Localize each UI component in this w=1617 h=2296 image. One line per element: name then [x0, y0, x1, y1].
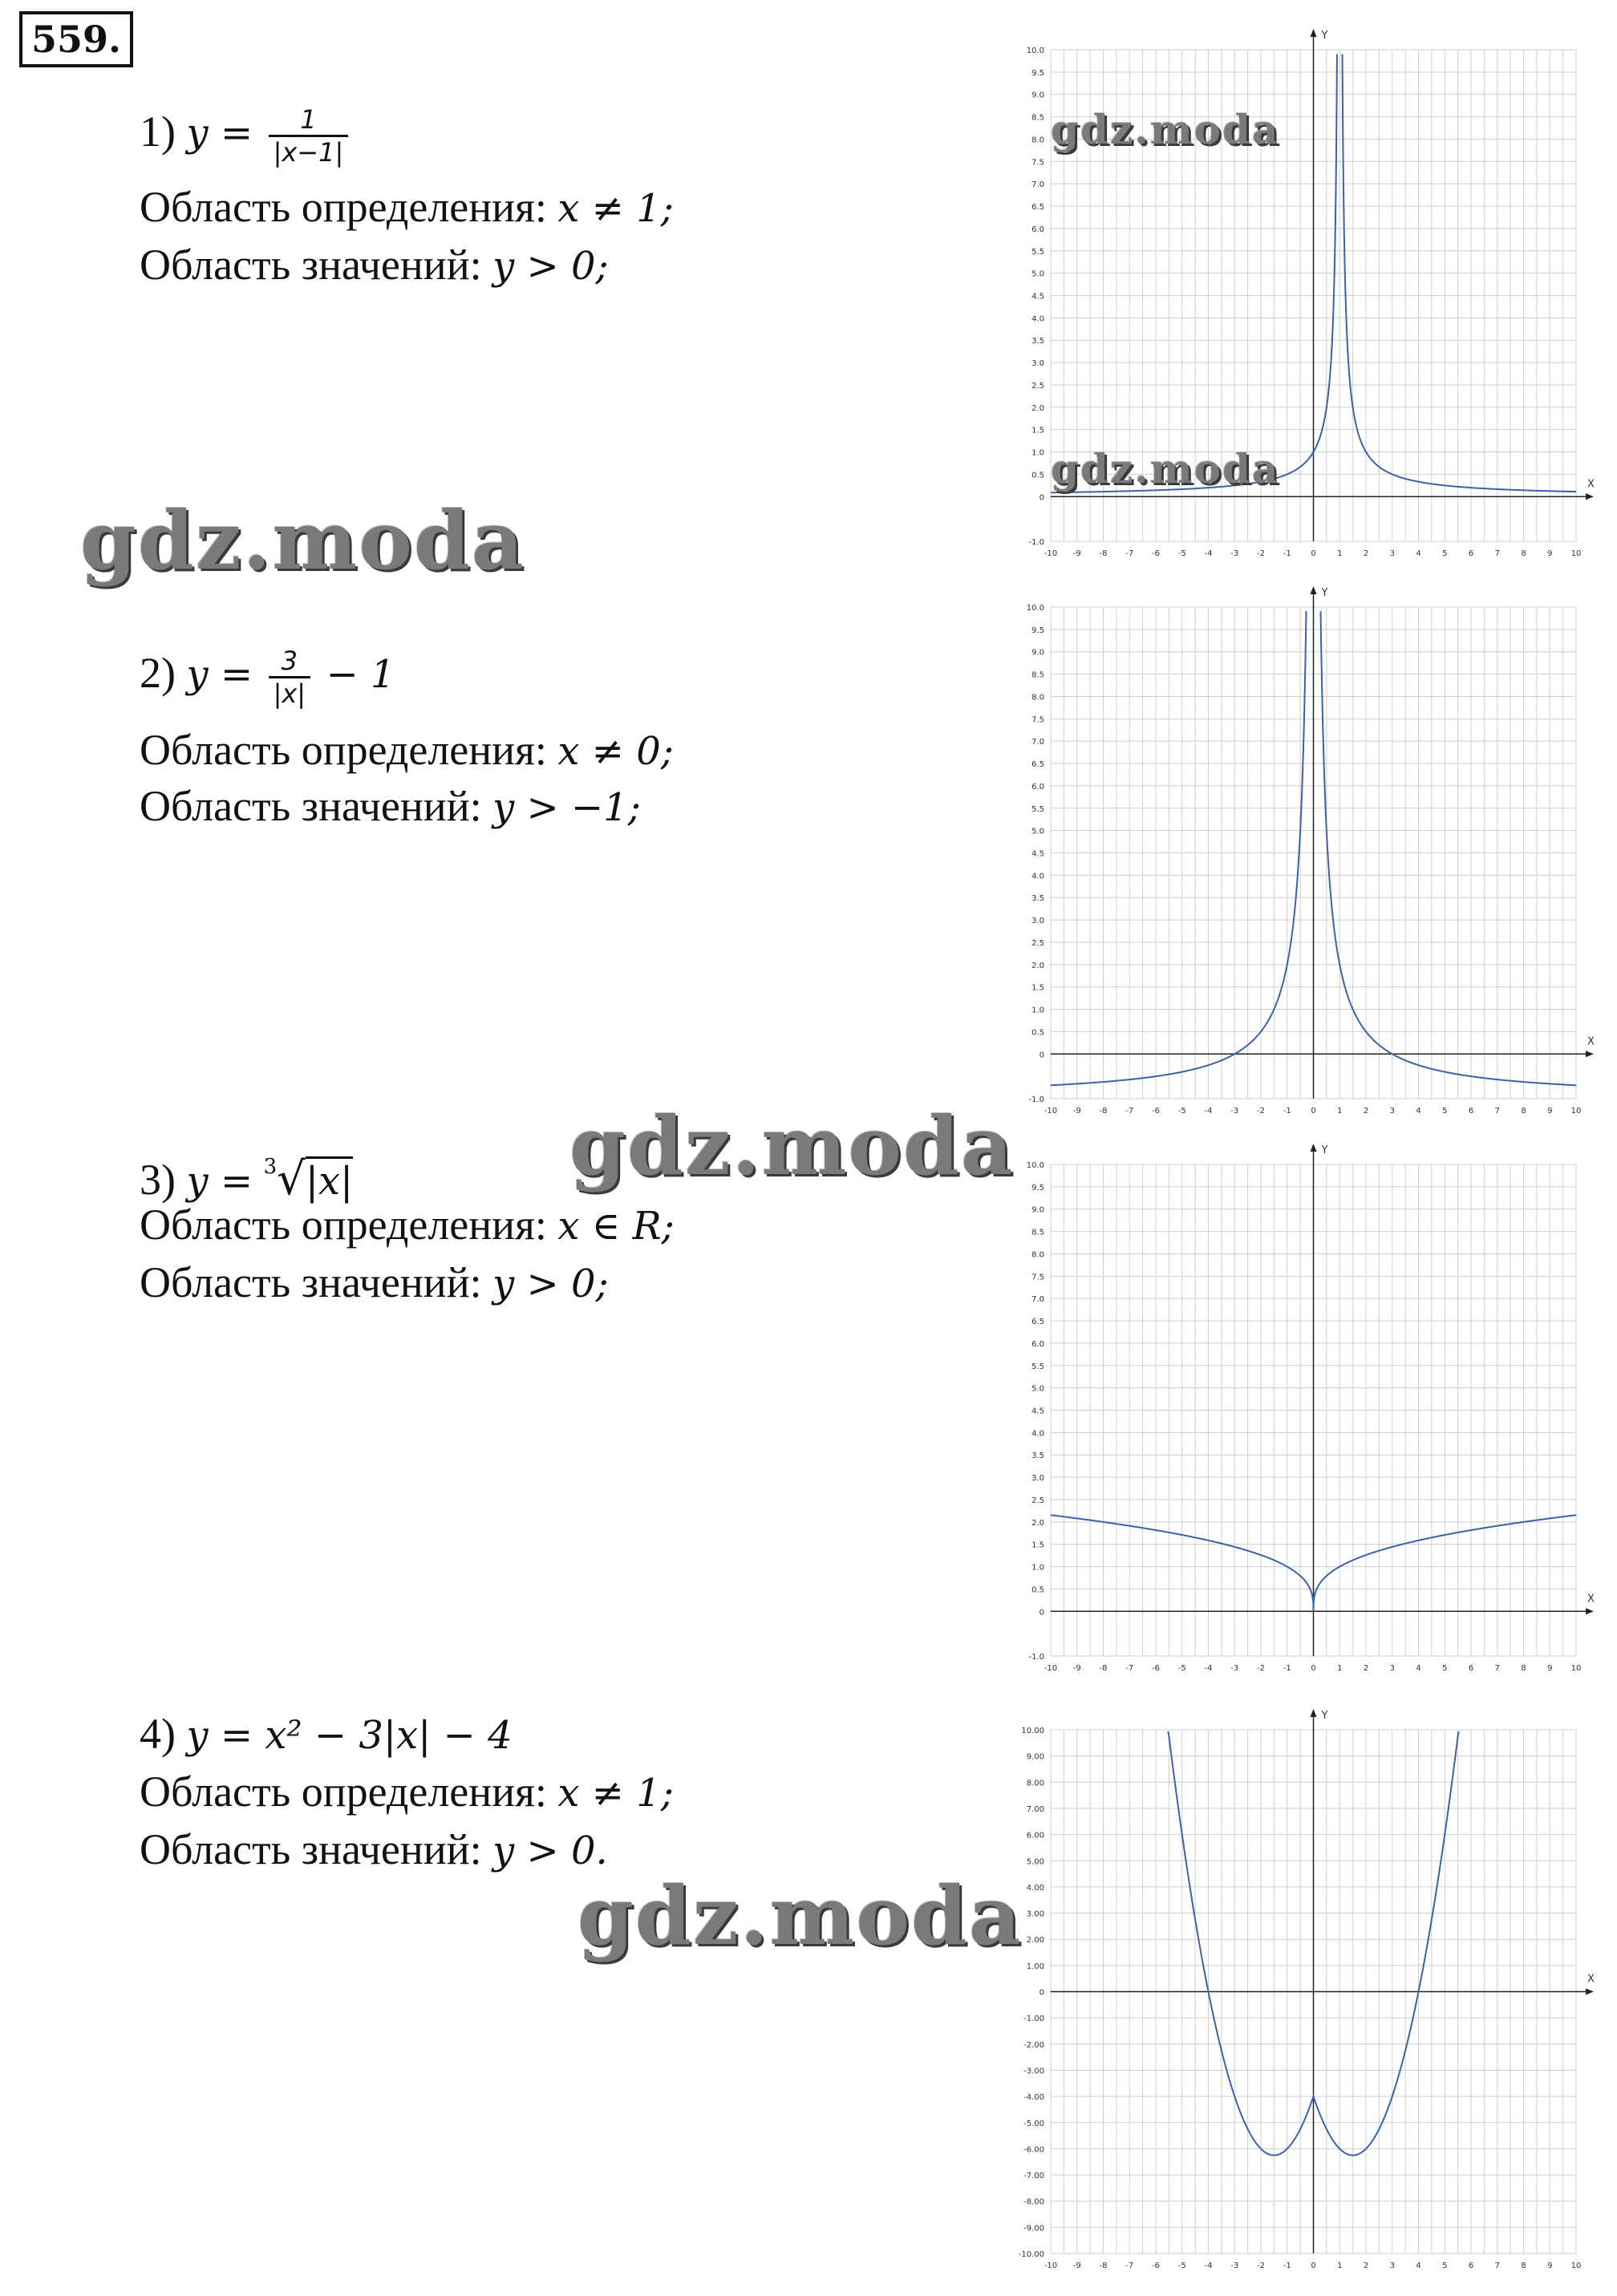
problem-number: 2) — [140, 648, 176, 697]
x-tick-label: 10 — [1570, 1107, 1582, 1116]
y-tick-label: 3.0 — [1031, 359, 1044, 369]
y-tick-label: 1.5 — [1031, 426, 1044, 435]
x-tick-label: -7 — [1125, 1664, 1134, 1673]
x-axis-arrow — [1586, 1989, 1594, 1995]
y-axis-arrow — [1311, 1144, 1317, 1152]
x-tick-label: 10 — [1570, 2262, 1582, 2270]
x-tick-label: 5 — [1442, 549, 1448, 558]
domain-value: x ≠ 0; — [557, 729, 674, 774]
watermark: gdz.moda — [1051, 106, 1280, 153]
y-tick-label: 9.0 — [1031, 91, 1044, 100]
watermark: gdz.moda — [80, 493, 525, 588]
x-axis-label: X — [1587, 478, 1595, 491]
x-tick-label: -1 — [1283, 1664, 1291, 1673]
y-tick-label: 8.0 — [1031, 693, 1044, 703]
y-tick-label: 8.5 — [1031, 670, 1044, 680]
x-tick-label: 8 — [1521, 2262, 1526, 2270]
x-tick-label: -8 — [1099, 1664, 1108, 1673]
x-tick-label: -5 — [1177, 1107, 1186, 1116]
x-tick-label: -1 — [1283, 2262, 1291, 2270]
x-tick-label: 4 — [1416, 549, 1421, 558]
y-tick-label: 8.5 — [1031, 113, 1044, 123]
x-axis-label: X — [1587, 1973, 1595, 1986]
y-tick-label: -1.0 — [1028, 538, 1044, 547]
y-tick-label: 1.0 — [1031, 448, 1044, 458]
y-tick-label: 2.0 — [1031, 961, 1044, 970]
equation-lhs: y = — [186, 651, 253, 697]
y-tick-label: 7.00 — [1026, 1804, 1044, 1814]
x-tick-label: -4 — [1204, 1107, 1213, 1116]
y-tick-label: 9.5 — [1031, 626, 1044, 635]
y-tick-label: 0.5 — [1031, 1028, 1044, 1038]
y-tick-label: -1.0 — [1028, 1095, 1044, 1104]
y-tick-label: -7.00 — [1023, 2172, 1044, 2181]
y-tick-label: -4.00 — [1023, 2093, 1044, 2103]
x-tick-label: 0 — [1311, 1107, 1316, 1116]
y-tick-label: 3.5 — [1031, 894, 1044, 904]
y-tick-label: 2.0 — [1031, 403, 1044, 413]
x-axis-label: X — [1587, 1593, 1595, 1606]
x-tick-label: -8 — [1099, 549, 1108, 558]
x-tick-label: 7 — [1494, 549, 1500, 558]
range-line — [140, 1825, 608, 1875]
problem-number: 1) — [140, 107, 176, 156]
y-tick-label: -10.00 — [1018, 2250, 1044, 2259]
x-tick-label: -3 — [1230, 1107, 1239, 1116]
x-tick-label: -10 — [1044, 1664, 1058, 1673]
x-tick-label: 10 — [1570, 549, 1582, 558]
fraction-numerator: 3 — [269, 646, 311, 678]
x-tick-label: 5 — [1442, 1664, 1448, 1673]
x-tick-label: -2 — [1257, 2262, 1265, 2270]
y-tick-label: 9.0 — [1031, 648, 1044, 658]
range-line — [140, 1258, 609, 1308]
x-axis-arrow — [1586, 493, 1594, 500]
x-tick-label: 1 — [1337, 1664, 1343, 1673]
x-tick-label: -6 — [1152, 2262, 1160, 2270]
y-axis-label: Y — [1321, 30, 1328, 42]
x-tick-label: 1 — [1337, 549, 1343, 558]
y-tick-label: 4.0 — [1031, 872, 1044, 881]
y-tick-label: 6.5 — [1031, 760, 1044, 770]
cube-root: $^3$√|x| — [263, 1153, 354, 1205]
fraction — [269, 104, 349, 168]
domain-label: Область определения: — [140, 726, 547, 774]
y-tick-label: 8.0 — [1031, 1250, 1044, 1260]
y-tick-label: 1.0 — [1031, 1563, 1044, 1573]
y-tick-label: -1.0 — [1028, 1653, 1044, 1662]
x-tick-label: 2 — [1363, 549, 1369, 558]
x-tick-label: 9 — [1547, 1107, 1553, 1116]
x-axis-label: X — [1587, 1035, 1595, 1048]
y-tick-label: 3.0 — [1031, 1474, 1044, 1484]
y-tick-label: 4.0 — [1031, 1429, 1044, 1439]
x-tick-label: -10 — [1044, 549, 1058, 558]
equation-line — [140, 1143, 353, 1205]
equation-tail: − 1 — [326, 651, 395, 697]
y-tick-label: 0.5 — [1031, 471, 1044, 480]
y-tick-label: 9.00 — [1026, 1752, 1044, 1762]
x-tick-label: -5 — [1177, 1664, 1186, 1673]
y-tick-label: 3.5 — [1031, 337, 1044, 346]
y-tick-label: 10.00 — [1021, 1727, 1044, 1735]
domain-value: x ∈ R; — [557, 1204, 675, 1249]
domain-value: x ≠ 1; — [557, 1771, 674, 1816]
y-tick-label: 4.00 — [1026, 1883, 1044, 1893]
y-tick-label: 1.5 — [1031, 1541, 1044, 1550]
problem-number: 3) — [140, 1156, 176, 1204]
watermark: gdz.moda — [569, 1099, 1015, 1193]
x-tick-label: -7 — [1125, 549, 1134, 558]
y-tick-label: 4.0 — [1031, 314, 1044, 324]
x-tick-label: -4 — [1204, 1664, 1213, 1673]
x-tick-label: -2 — [1257, 1664, 1265, 1673]
y-tick-label: 7.0 — [1031, 180, 1044, 190]
range-value: y > 0; — [492, 1261, 609, 1306]
range-line — [140, 782, 641, 832]
y-tick-label: 10.0 — [1026, 47, 1044, 55]
x-tick-label: -8 — [1099, 2262, 1108, 2270]
x-tick-label: 0 — [1311, 2262, 1316, 2270]
y-tick-label: -2.00 — [1023, 2040, 1044, 2050]
graph-4 — [1007, 1704, 1600, 2290]
y-tick-label: 4.5 — [1031, 292, 1044, 302]
y-axis-arrow — [1311, 586, 1317, 594]
range-value: y > −1; — [492, 785, 641, 830]
x-tick-label: 8 — [1521, 549, 1526, 558]
x-tick-label: 9 — [1547, 1664, 1553, 1673]
y-tick-label: 2.00 — [1026, 1936, 1044, 1946]
x-tick-label: -9 — [1072, 2262, 1081, 2270]
equation-line — [140, 104, 353, 168]
graph-3 — [1007, 1139, 1600, 1692]
y-tick-label: 2.0 — [1031, 1518, 1044, 1528]
fraction — [269, 646, 311, 709]
y-tick-label: 0 — [1039, 493, 1044, 503]
x-tick-label: 9 — [1547, 2262, 1553, 2270]
range-label: Область значений: — [140, 241, 482, 289]
y-tick-label: 1.00 — [1026, 1962, 1044, 1971]
fraction-denominator: |x−1| — [273, 137, 344, 168]
range-label: Область значений: — [140, 782, 482, 830]
y-tick-label: 7.5 — [1031, 158, 1044, 168]
watermark: gdz.moda — [1051, 445, 1280, 492]
y-tick-label: 3.5 — [1031, 1452, 1044, 1461]
x-tick-label: -6 — [1152, 1664, 1160, 1673]
y-tick-label: 1.5 — [1031, 983, 1044, 993]
y-axis-label: Y — [1321, 1710, 1328, 1722]
y-tick-label: 5.5 — [1031, 804, 1044, 814]
y-tick-label: 5.0 — [1031, 827, 1044, 836]
x-tick-label: -3 — [1230, 2262, 1239, 2270]
y-tick-label: 1.0 — [1031, 1006, 1044, 1015]
y-tick-label: 4.5 — [1031, 1407, 1044, 1416]
domain-line — [140, 183, 674, 233]
x-tick-label: 9 — [1547, 549, 1553, 558]
x-tick-label: 3 — [1389, 1664, 1395, 1673]
y-tick-label: 5.00 — [1026, 1857, 1044, 1867]
x-tick-label: 0 — [1311, 1664, 1316, 1673]
y-tick-label: 8.5 — [1031, 1228, 1044, 1237]
x-tick-label: -3 — [1230, 1664, 1239, 1673]
y-tick-label: 6.0 — [1031, 225, 1044, 234]
x-tick-label: 2 — [1363, 1107, 1369, 1116]
x-tick-label: 0 — [1311, 549, 1316, 558]
equation: y = x² − 3|x| − 4 — [186, 1713, 513, 1758]
x-tick-label: -9 — [1072, 549, 1081, 558]
y-tick-label: 2.5 — [1031, 1496, 1044, 1505]
y-tick-label: 6.00 — [1026, 1831, 1044, 1840]
x-tick-label: 5 — [1442, 1107, 1448, 1116]
range-value: y > 0; — [492, 244, 609, 289]
x-tick-label: -4 — [1204, 549, 1213, 558]
x-tick-label: 3 — [1389, 2262, 1395, 2270]
x-tick-label: 2 — [1363, 1664, 1369, 1673]
range-line — [140, 241, 609, 290]
y-tick-label: 8.0 — [1031, 136, 1044, 145]
y-tick-label: 0 — [1039, 1988, 1044, 1998]
x-tick-label: 2 — [1363, 2262, 1369, 2270]
y-tick-label: -6.00 — [1023, 2145, 1044, 2155]
y-tick-label: 6.5 — [1031, 1318, 1044, 1327]
x-tick-label: 3 — [1389, 1107, 1395, 1116]
x-tick-label: 10 — [1570, 1664, 1582, 1673]
x-tick-label: 1 — [1337, 2262, 1343, 2270]
x-tick-label: -1 — [1283, 1107, 1291, 1116]
domain-line — [140, 726, 674, 775]
domain-label: Область определения: — [140, 1201, 547, 1249]
y-tick-label: 8.00 — [1026, 1779, 1044, 1788]
x-tick-label: 5 — [1442, 2262, 1448, 2270]
domain-line — [140, 1768, 674, 1817]
x-tick-label: 6 — [1468, 549, 1474, 558]
y-axis-arrow — [1311, 29, 1317, 37]
y-axis-label: Y — [1321, 1144, 1328, 1156]
x-tick-label: 4 — [1416, 1107, 1421, 1116]
x-tick-label: 4 — [1416, 2262, 1421, 2270]
x-tick-label: -6 — [1152, 549, 1160, 558]
x-tick-label: -8 — [1099, 1107, 1108, 1116]
y-axis-arrow — [1311, 1709, 1317, 1717]
range-value: y > 0. — [492, 1828, 608, 1873]
x-tick-label: -4 — [1204, 2262, 1213, 2270]
x-tick-label: 7 — [1494, 1664, 1500, 1673]
y-tick-label: 7.0 — [1031, 738, 1044, 747]
x-tick-label: -10 — [1044, 2262, 1058, 2270]
x-tick-label: -5 — [1177, 2262, 1186, 2270]
y-tick-label: 10.0 — [1026, 1161, 1044, 1170]
x-tick-label: 7 — [1494, 1107, 1500, 1116]
x-tick-label: -10 — [1044, 1107, 1058, 1116]
y-tick-label: -5.00 — [1023, 2119, 1044, 2128]
y-tick-label: 0 — [1039, 1051, 1044, 1060]
equation-lhs: y = — [186, 110, 253, 156]
y-tick-label: 9.0 — [1031, 1205, 1044, 1215]
graph-2 — [1007, 581, 1600, 1135]
x-tick-label: -1 — [1283, 549, 1291, 558]
y-tick-label: 0.5 — [1031, 1585, 1044, 1595]
y-tick-label: 9.5 — [1031, 1183, 1044, 1193]
x-tick-label: -7 — [1125, 1107, 1134, 1116]
root-radicand: |x| — [306, 1156, 353, 1204]
y-tick-label: 2.5 — [1031, 381, 1044, 391]
x-axis-arrow — [1586, 1051, 1594, 1057]
y-tick-label: -3.00 — [1023, 2067, 1044, 2076]
y-tick-label: 6.5 — [1031, 203, 1044, 213]
y-tick-label: -9.00 — [1023, 2224, 1044, 2233]
y-tick-label: 10.0 — [1026, 604, 1044, 613]
root-index: 3 — [263, 1155, 278, 1179]
x-tick-label: 6 — [1468, 1107, 1474, 1116]
domain-value: x ≠ 1; — [557, 186, 674, 231]
y-tick-label: 5.0 — [1031, 1384, 1044, 1394]
x-axis-arrow — [1586, 1608, 1594, 1614]
y-tick-label: 2.5 — [1031, 938, 1044, 948]
y-tick-label: 7.5 — [1031, 1273, 1044, 1282]
x-tick-label: -6 — [1152, 1107, 1160, 1116]
y-tick-label: 4.5 — [1031, 849, 1044, 859]
x-tick-label: 4 — [1416, 1664, 1421, 1673]
x-tick-label: -9 — [1072, 1107, 1081, 1116]
fraction-numerator: 1 — [269, 104, 349, 137]
x-tick-label: 7 — [1494, 2262, 1500, 2270]
x-tick-label: 6 — [1468, 1664, 1474, 1673]
x-tick-label: -5 — [1177, 549, 1186, 558]
x-tick-label: 8 — [1521, 1664, 1526, 1673]
x-tick-label: 1 — [1337, 1107, 1343, 1116]
domain-label: Область определения: — [140, 183, 547, 231]
y-tick-label: -1.00 — [1023, 2015, 1044, 2024]
y-tick-label: 5.5 — [1031, 247, 1044, 257]
y-tick-label: 7.5 — [1031, 715, 1044, 725]
y-tick-label: 3.00 — [1026, 1909, 1044, 1919]
y-tick-label: 0 — [1039, 1608, 1044, 1618]
x-tick-label: -2 — [1257, 549, 1265, 558]
problem-number: 4) — [140, 1710, 176, 1758]
y-tick-label: 9.5 — [1031, 68, 1044, 78]
x-tick-label: 3 — [1389, 549, 1395, 558]
task-number: 559. — [19, 11, 133, 67]
y-tick-label: 6.0 — [1031, 1339, 1044, 1349]
y-axis-label: Y — [1321, 587, 1328, 599]
x-tick-label: 6 — [1468, 2262, 1474, 2270]
y-tick-label: 3.0 — [1031, 917, 1044, 926]
domain-line — [140, 1201, 675, 1250]
range-label: Область значений: — [140, 1258, 482, 1306]
x-tick-label: -7 — [1125, 2262, 1134, 2270]
x-tick-label: -3 — [1230, 549, 1239, 558]
equation-line — [140, 1710, 513, 1759]
x-tick-label: 8 — [1521, 1107, 1526, 1116]
domain-label: Область определения: — [140, 1768, 547, 1816]
range-label: Область значений: — [140, 1825, 482, 1873]
fraction-denominator: |x| — [273, 678, 306, 709]
x-tick-label: -9 — [1072, 1664, 1081, 1673]
equation-lhs: y = — [186, 1159, 253, 1204]
y-tick-label: 6.0 — [1031, 782, 1044, 792]
y-tick-label: 5.0 — [1031, 269, 1044, 279]
x-tick-label: -2 — [1257, 1107, 1265, 1116]
y-tick-label: -8.00 — [1023, 2197, 1044, 2207]
y-tick-label: 5.5 — [1031, 1362, 1044, 1371]
y-tick-label: 7.0 — [1031, 1295, 1044, 1305]
watermark: gdz.moda — [578, 1869, 1023, 1963]
equation-line — [140, 646, 395, 709]
